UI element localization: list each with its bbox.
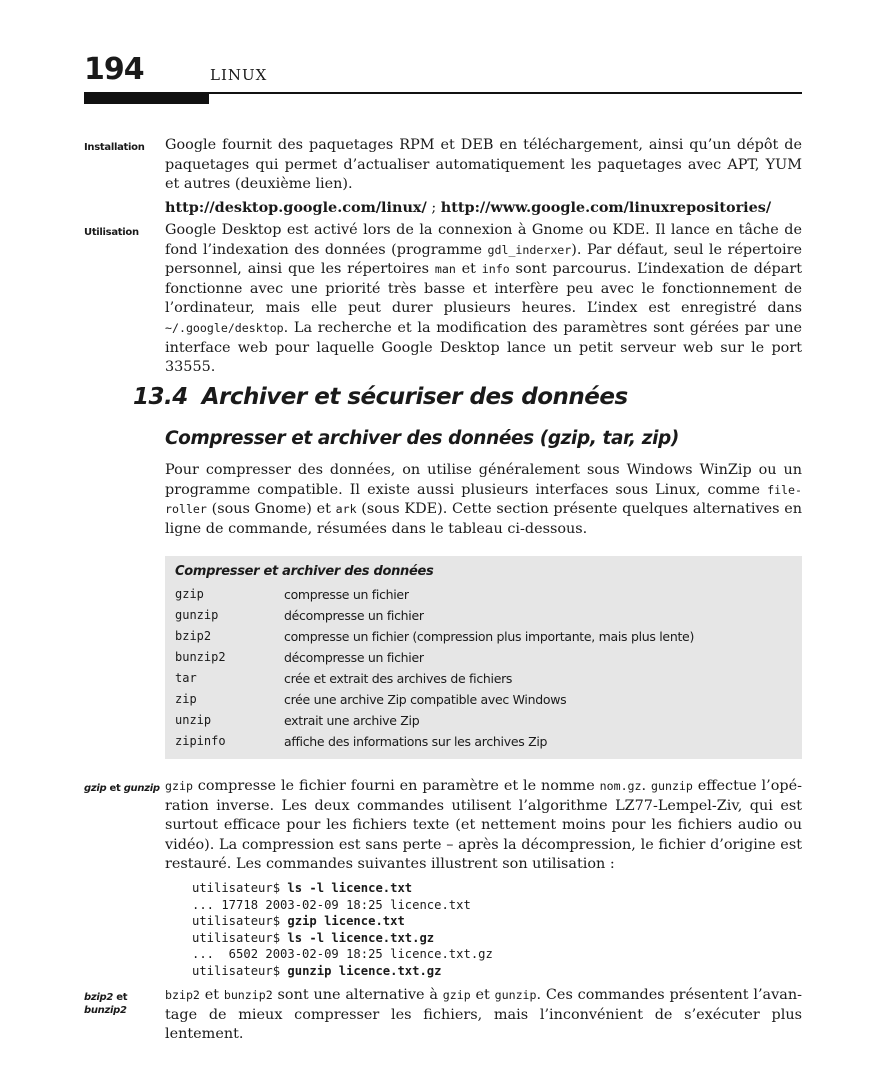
text: et xyxy=(199,987,224,1003)
text: compresse le fichier fourni en paramètre et le nomme xyxy=(192,778,600,794)
table-cmd: gunzip xyxy=(175,608,219,622)
code-output: ... 6502 2003-02-09 18:25 licence.txt.gz xyxy=(192,947,493,961)
table-cmd: tar xyxy=(175,671,197,685)
bzip2-paragraph xyxy=(165,986,802,1045)
text: (sous Gnome) et xyxy=(206,501,336,518)
installation-links xyxy=(165,198,802,219)
table-cmd: zip xyxy=(175,692,197,706)
code-inline: gunzip xyxy=(494,988,537,1002)
label-part: bunzip2 xyxy=(84,1005,127,1016)
margin-label-installation: Installation xyxy=(84,142,145,153)
code-command: gzip licence.txt xyxy=(287,914,405,928)
text: et xyxy=(470,987,495,1003)
code-line xyxy=(192,930,493,947)
code-inline: gzip xyxy=(442,988,471,1002)
table-desc: compresse un fichier xyxy=(284,587,409,602)
margin-label-gzip xyxy=(84,782,160,795)
code-command: ls -l licence.txt xyxy=(287,881,413,895)
code-prompt: utilisateur$ xyxy=(192,963,288,978)
code-line xyxy=(192,963,493,980)
text: . La recherche et la modification des paramètres sont gérées par une interface web pour laquelle Google Desktop lance un petit serveur web sur le port 33555. xyxy=(165,319,802,376)
code-inline: bunzip2 xyxy=(223,988,273,1002)
code-inline: bzip2 xyxy=(165,988,200,1002)
code-inline: nom.gz xyxy=(599,779,642,793)
code-inline: gzip xyxy=(165,779,193,793)
code-output: ... 17718 2003-02-09 18:25 licence.txt xyxy=(192,897,471,912)
table-desc: affiche des informations sur les archives Zip xyxy=(284,734,548,749)
text: sont une alternative à xyxy=(272,987,443,1003)
installation-paragraph xyxy=(165,136,802,195)
command-summary-table xyxy=(165,556,802,759)
installation-text: Google fournit des paquetages RPM et DEB en téléchargement, ainsi qu’un dépôt de paquetages qui permet d’actualiser automatiquement les paquetages avec APT, YUM et autres (deuxième lien). xyxy=(165,137,802,193)
margin-label-utilisation: Utilisation xyxy=(84,227,139,238)
text: . Ces commandes présentent l’avantage de mieux compresser les fichiers, mais l’inconvénient de s’exécuter plus lentement. xyxy=(165,987,802,1043)
label-part: gunzip xyxy=(123,783,160,794)
table-cmd: unzip xyxy=(175,713,212,727)
link-separator: ; xyxy=(426,200,441,216)
code-inline: gdl_inderxer xyxy=(487,242,572,257)
table-desc: décompresse un fichier xyxy=(284,650,424,665)
code-inline: file-roller xyxy=(165,482,802,517)
table-desc: crée une archive Zip compatible avec Windows xyxy=(284,692,567,707)
label-part: bzip2 xyxy=(84,992,114,1003)
table-desc: décompresse un fichier xyxy=(284,608,424,623)
section-number: 13.4 xyxy=(133,384,188,410)
text: . xyxy=(641,778,651,794)
label-part: gzip xyxy=(84,783,107,794)
code-example xyxy=(192,880,493,979)
code-inline: ark xyxy=(335,502,357,517)
subsection-heading: Compresser et archiver des données (gzip, tar, zip) xyxy=(165,428,679,449)
code-line xyxy=(192,946,493,963)
code-command: ls -l licence.txt.gz xyxy=(287,930,435,945)
text: effectue l’opération inverse. Les deux commandes utilisent l’algorithme LZ77-Lempel-Ziv, qui est surtout efficace pour les fichiers texte (et nettement moins pour les fichiers audio ou vidéo). La compression est sans perte – après la décompression, le fichier d’origine est restauré. Les commandes suivantes illustrent son utilisation : xyxy=(165,778,802,873)
table-cmd: bunzip2 xyxy=(175,650,226,664)
section-heading xyxy=(133,384,628,410)
text: (sous KDE). Cette section présente quelques alternatives en ligne de commande, résumées dans le tableau ci-dessous. xyxy=(165,501,802,537)
label-part: et xyxy=(113,992,128,1003)
code-line xyxy=(192,897,493,914)
header-bar-block xyxy=(84,92,209,104)
code-line xyxy=(192,913,493,930)
code-inline: man xyxy=(434,262,456,277)
margin-label-bzip2 xyxy=(84,991,127,1017)
code-prompt: utilisateur$ xyxy=(192,930,288,945)
table-desc: crée et extrait des archives de fichiers xyxy=(284,671,513,686)
running-head: LINUX xyxy=(210,66,268,84)
section-title: Archiver et sécuriser des données xyxy=(201,384,628,410)
table-cmd: bzip2 xyxy=(175,629,212,643)
code-inline: info xyxy=(481,262,510,277)
code-prompt: utilisateur$ xyxy=(192,881,288,895)
table-cmd: gzip xyxy=(175,587,204,601)
gzip-paragraph xyxy=(165,777,802,875)
page-number: 194 xyxy=(84,52,144,87)
text: Pour compresser des données, on utilise généralement sous Windows WinZip ou un programme compatible. Il existe aussi plusieurs interfaces sous Linux, comme xyxy=(165,462,802,498)
text: sont parcourus. L’indexation de départ fonctionne avec une priorité très basse et interfère peu avec le fonctionnement de l’ordinateur, mais elle peut durer plusieurs heures. L’index est enregistré dans xyxy=(165,261,802,317)
code-line xyxy=(192,880,493,897)
code-command: gunzip licence.txt.gz xyxy=(287,963,442,978)
code-inline: ~/.google/desktop xyxy=(165,320,284,335)
table-cmd: zipinfo xyxy=(175,734,226,748)
table-desc: compresse un fichier (compression plus importante, mais plus lente) xyxy=(284,629,695,644)
link-google-repositories[interactable]: http://www.google.com/linuxrepositories/ xyxy=(440,199,772,216)
code-inline: gunzip xyxy=(651,779,693,793)
utilisation-paragraph xyxy=(165,221,802,378)
link-desktop-google[interactable]: http://desktop.google.com/linux/ xyxy=(165,199,427,216)
intro-paragraph xyxy=(165,461,802,539)
text: et xyxy=(455,261,482,278)
code-prompt: utilisateur$ xyxy=(192,914,288,928)
text: Google Desktop est activé lors de la connexion à Gnome ou KDE. Il lance en tâche de fond l’indexation des données (programme xyxy=(165,222,802,258)
label-part: et xyxy=(106,783,124,794)
table-title: Compresser et archiver des données xyxy=(175,564,434,579)
table-desc: extrait une archive Zip xyxy=(284,713,420,728)
text: ). Par défaut, seul le répertoire personnel, ainsi que les répertoires xyxy=(165,241,802,278)
